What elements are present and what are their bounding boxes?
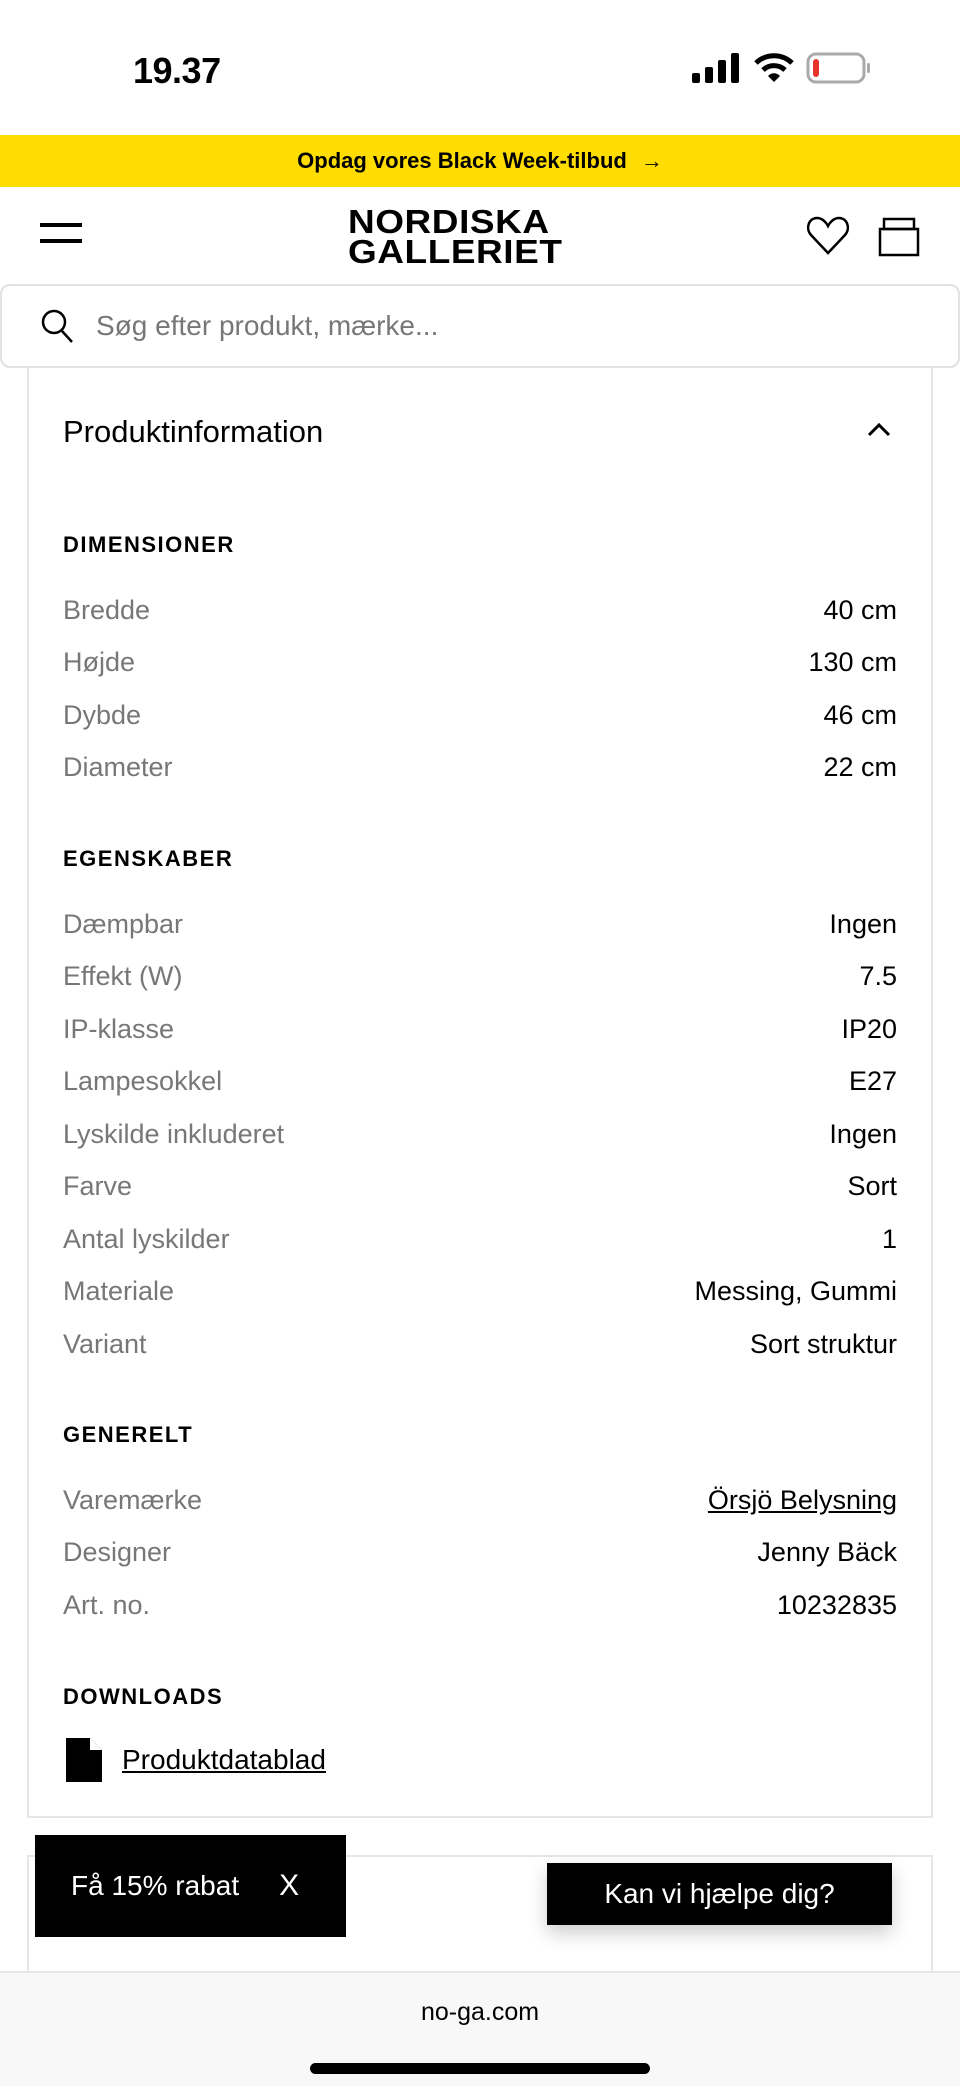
- url-text[interactable]: no-ga.com: [420, 1998, 540, 2026]
- discount-popup[interactable]: [35, 1835, 346, 1937]
- spec-value: 40 cm: [823, 595, 897, 625]
- spec-value: Messing, Gummi: [694, 1276, 897, 1306]
- spec-value: 7.5: [859, 961, 897, 991]
- brand-link[interactable]: Örsjö Belysning: [707, 1485, 897, 1515]
- spec-label: Farve: [63, 1171, 133, 1201]
- spec-value: 22 cm: [823, 752, 897, 782]
- search-icon: [40, 308, 74, 344]
- spec-value: Jenny Bäck: [757, 1537, 897, 1567]
- browser-address-bar: [0, 1971, 960, 2086]
- battery-icon: [806, 52, 872, 84]
- spec-row: [63, 1329, 897, 1360]
- spec-row: [63, 595, 897, 626]
- spec-row: [63, 752, 897, 783]
- spec-value: Sort struktur: [749, 1329, 897, 1359]
- status-time: 19.37: [133, 50, 221, 91]
- search-bar[interactable]: [0, 284, 960, 368]
- heart-icon[interactable]: [806, 215, 850, 255]
- spec-label: Diameter: [63, 752, 173, 782]
- spec-label: Dybde: [63, 700, 142, 730]
- spec-row: [63, 1171, 897, 1202]
- logo-line2: GALLERIET: [348, 233, 563, 270]
- help-chat-button[interactable]: Kan vi hjælpe dig?: [547, 1863, 892, 1925]
- document-icon: [66, 1738, 102, 1782]
- spec-value: 46 cm: [823, 700, 897, 730]
- spec-label: IP-klasse: [63, 1014, 175, 1044]
- spec-row: [63, 1537, 897, 1568]
- signal-icon: [692, 53, 742, 83]
- hamburger-menu-icon[interactable]: [40, 223, 82, 243]
- discount-text: Få 15% rabat: [71, 1870, 240, 1901]
- spec-value: E27: [848, 1066, 897, 1096]
- arrow-right-icon: →: [640, 148, 663, 173]
- datasheet-link-text: Produktdatablad: [122, 1744, 326, 1775]
- spec-row: [63, 1224, 897, 1255]
- spec-label: Materiale: [63, 1276, 175, 1306]
- spec-row: [63, 1119, 897, 1150]
- spec-row: [63, 909, 897, 940]
- search-input[interactable]: [96, 310, 796, 342]
- spec-row: [63, 700, 897, 731]
- spec-label: Bredde: [63, 595, 151, 625]
- section-title-dimensions: DIMENSIONER: [63, 532, 235, 557]
- spec-row: [63, 647, 897, 678]
- chevron-up-icon[interactable]: [866, 420, 892, 438]
- promo-banner[interactable]: [0, 135, 960, 187]
- wifi-icon: [754, 53, 794, 83]
- spec-value: 10232835: [776, 1590, 897, 1620]
- spec-label: Designer: [63, 1537, 172, 1567]
- spec-value: 1: [881, 1224, 897, 1254]
- spec-label: Variant: [63, 1329, 147, 1359]
- promo-text: Opdag vores Black Week-tilbud: [297, 148, 627, 173]
- spec-row: [63, 1590, 897, 1621]
- section-title-properties: EGENSKABER: [63, 846, 234, 871]
- cart-icon[interactable]: [878, 217, 920, 257]
- spec-label: Antal lyskilder: [63, 1224, 230, 1254]
- spec-label: Dæmpbar: [63, 909, 184, 939]
- spec-label: Lampesokkel: [63, 1066, 223, 1096]
- spec-label: Effekt (W): [63, 961, 183, 991]
- spec-row: [63, 1485, 897, 1516]
- datasheet-download-link[interactable]: [66, 1738, 326, 1782]
- section-title-downloads: DOWNLOADS: [63, 1684, 224, 1709]
- home-indicator[interactable]: [310, 2063, 650, 2074]
- section-title-general: GENERELT: [63, 1422, 194, 1447]
- spec-row: [63, 1014, 897, 1045]
- spec-value: Ingen: [829, 1119, 897, 1149]
- logo-line1: NORDISKA: [348, 203, 550, 240]
- spec-value: Sort: [847, 1171, 897, 1201]
- spec-value: Ingen: [829, 909, 897, 939]
- site-header: [0, 187, 960, 283]
- spec-row: [63, 1066, 897, 1097]
- spec-row: [63, 961, 897, 992]
- spec-label: Varemærke: [63, 1485, 203, 1515]
- spec-row: [63, 1276, 897, 1307]
- spec-label: Art. no.: [63, 1590, 151, 1620]
- spec-value: 130 cm: [808, 647, 897, 677]
- status-bar: [0, 0, 960, 135]
- close-icon[interactable]: X: [279, 1869, 300, 1902]
- product-info-title[interactable]: Produktinformation: [63, 414, 324, 449]
- spec-label: Højde: [63, 647, 136, 677]
- spec-label: Lyskilde inkluderet: [63, 1119, 285, 1149]
- spec-value: IP20: [841, 1014, 897, 1044]
- logo[interactable]: [348, 203, 563, 270]
